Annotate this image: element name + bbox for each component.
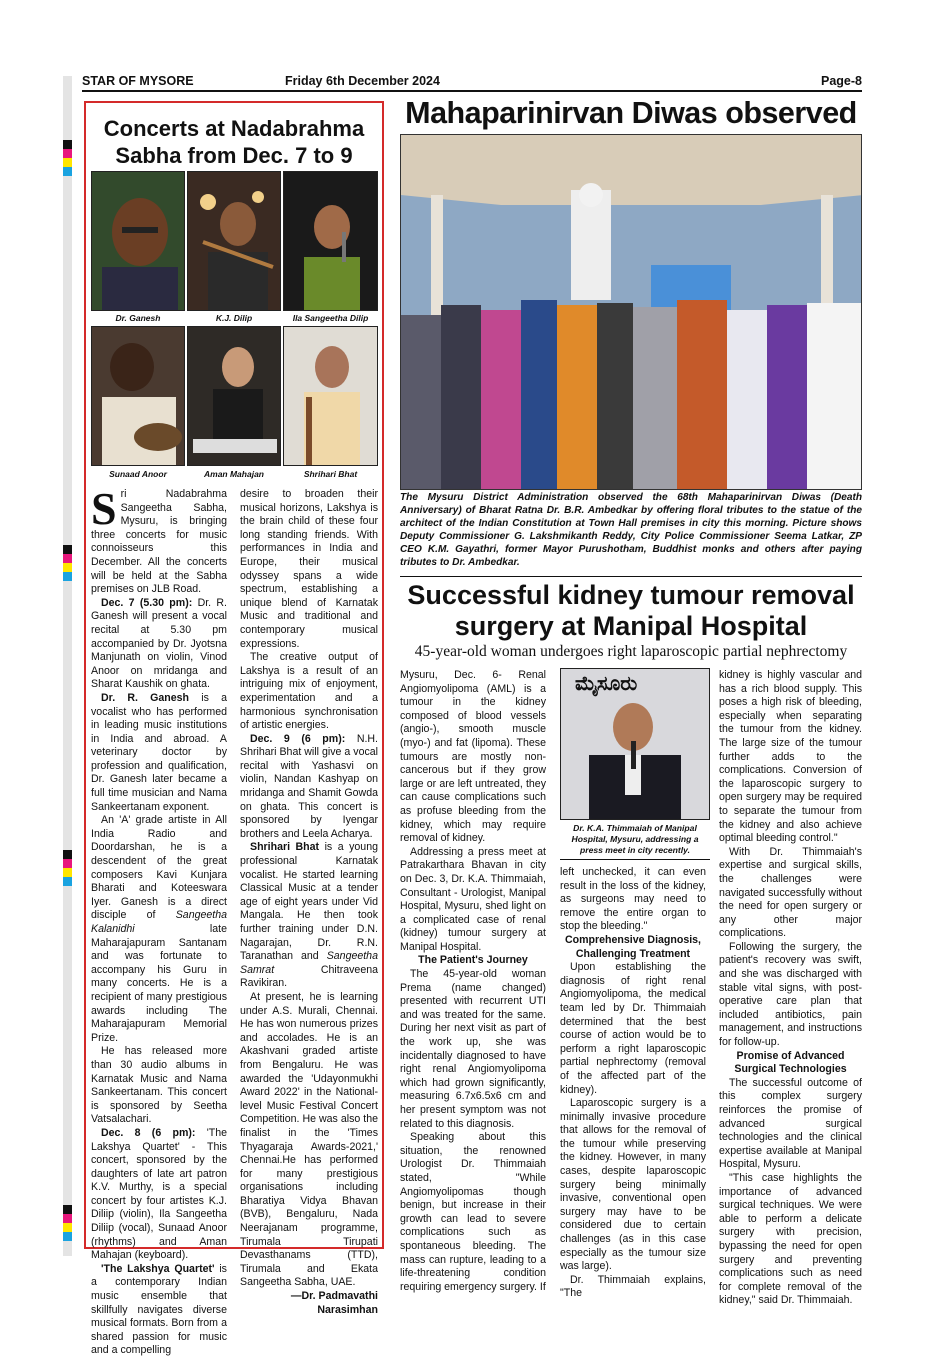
caption-ganesh: Dr. Ganesh [115,313,161,323]
subhead-journey: The Patient's Journey [418,954,528,967]
caption-ila-sangeetha: Ila Sangeetha Dilip [292,313,369,323]
thimmaiah-photo [560,668,710,820]
color-bar [63,545,72,581]
ambedkar-caption: The Mysuru District Administration observed the 68th Mahaparinirvan Diwas (Death Anniversary) of Bharat Ratna Dr. B.R. Ambedkar by offering floral tributes to the statue of the architect of the Indian Constitution at Town Hall premises in city this morning. Picture shows Deputy Commissioner G. Lakshmikanth Reddy, City Police Commissioner Seema Latkar, ZP CEO K.M. Gayathri, former Mayor Purushotham, Buddhist monks and others after paying tributes to Dr. Ambedkar. [400,492,862,568]
photo-banner: ಮೈಸೂರು [575,671,638,695]
margin-strip [63,76,72,1256]
issue-date: Friday 6th December 2024 [285,74,440,88]
caption-kj-dilip: K.J. Dilip [215,313,253,323]
concerts-column-1: Sri Nadabrahma Sangeetha Sabha, Mysuru, is bringing three concerts for music connoisseurs this December. All the concerts will be held at the Sabha premises on JLB Road. Dec. 7 (5.30 pm): Dr. R. Ganesh will present a vocal recital at 5.30 pm accompanied by Dr. Jyotsna Manjunath on violin, Vinod Anoor on mridanga and Sharat Kaushik on ghata. Dr. R. Ganesh is a vocalist who has performed in leading music institutions in India and abroad. A veterinary doctor by profession and qualification, Dr. Ganesh later became a full time musician and Nama Sankeertanam exponent. An 'A' grade artiste in All India Radio and Doordarshan, he is a descendent of the great composers Kavi Kunjara Bharati and Koteeswara Iyer. Ganesh is a direct disciple of Sangeetha Kalanidhi late Maharajapuram Santanam and was fortunate to accompany his Guru in many concerts. He is a recipient of many prestigious awards including The Maharajapuram Memorial Prize. He has released more than 30 audio albums in Karnatak Music and Nama Sankeertanam. This concert is sponsored by Seetha Vatsalachari. Dec. 8 (6 pm): 'The Lakshya Quartet' - This concert, sponsored by the daughters of late art patron K.V. Murthy, is a special concert by four artistes K.J. Diliip (violin), Ila Sangeetha Diliip (vocal), Sunaad Anoor (rhythms) and Aman Mahajan (keyboard). 'The Lakshya Quartet' is a contemporary Indian music ensemble that skillfully navigates diverse musical formats. Born from a shared passion for music and a compelling [91,483,227,1357]
photo-kj-dilip [187,171,281,311]
paper-name: STAR OF MYSORE [82,74,194,88]
caption-aman-mahajan: Aman Mahajan [204,469,264,479]
kidney-column-3: kidney is highly vascular and has a rich blood supply. This poses a high risk of bleeding, especially when separating the tumour from the kidney. The large size of the tumour further adds to the complications. Conversion of the laparoscopic surgery to open surgery may be required to separate the tumour from the kidney and also achieve optimal bleeding control." With Dr. Thimmaiah's expertise and surgical skills, the challenges were navigated successfully without the need for open surgery or any other major complications. Following the surgery, the patient's recovery was swift, and she was discharged with stable vital signs, with post-operative care plan that included antibiotics, pain management, and instructions for follow-up. Promise of Advanced Surgical Technologies The successful outcome of this complex surgery reinforces the promise of advanced surgical technologies and the clinical expertise available at Manipal Hospital, Mysuru. "This case highlights the importance of advanced surgical techniques. We were able to perform a delicate surgery with precision, bypassing the need for open surgery and preventing complications such as need for complete removal of the kidney," said Dr. Thimmaiah. [719,669,862,1307]
caption-sunaad-anoor: Sunaad Anoor [109,469,167,479]
concerts-headline: Concerts at Nadabrahma Sabha from Dec. 7 to 9 [103,116,365,168]
page-header [82,72,862,90]
kidney-column-1: Mysuru, Dec. 6- Renal Angiomyolipoma (AML) is a tumour in the kidney composed of blood vessels (angio-), smooth muscle (myo-) and fat (lipoma). These tumours are mostly non-cancerous but if they grow large or are left untreated, they can cause complications such as profuse bleeding from the kidney, which may require removal of kidney. Addressing a press meet at Patrakarthara Bhavan in city on Dec. 3, Dr. K.A. Thimmaiah, Consultant - Urologist, Manipal Hospital, Mysuru, shed light on a complicated case of renal (kidney) tumour surgery at Manipal Hospital. The Patient's Journey The 45-year-old woman Prema (name changed) presented with recurrent UTI and was treated for the same. During her next visit as part of the work up, she was incidentally diagnosed to have right renal Angiomyolipoma which had grown significantly, measuring 6.7x6.5x6 cm and her present symptom was not related to this diagnosis. Speaking about this situation, the renowned Urologist Dr. Thimmaiah stated, "While Angiomyolipomas though benign, but increase in their growth can lead to severe complications such as spontaneous bleeding. The mass can rupture, leading to a life-threatening condition requiring emergency surgery. If [400,669,546,1293]
subhead-promise: Promise of Advanced Surgical Technologies [734,1049,847,1076]
kidney-deck: 45-year-old woman undergoes right laparoscopic partial nephrectomy [414,643,848,660]
header-rule [82,90,862,92]
photo-sunaad-anoor [91,326,185,466]
color-bar [63,1205,72,1241]
subhead-diagnosis: Comprehensive Diagnosis, Challenging Treatment [565,933,701,960]
caption-rule [560,859,710,860]
drop-cap: S [91,483,117,534]
concerts-column-2: desire to broaden their musical horizons, Lakshya is the brain child of these four long standing friends. With performances in India and Europe, their musical odyssey spans a wide spectrum, establishing a unique blend of Karnatak Music and traditional and contemporary musical expressions. The creative output of Lakshya is a result of an intriguing mix of enjoyment, experimentation and a harmonious synchronisation of artistic energies. Dec. 9 (6 pm): N.H. Shrihari Bhat will give a vocal recital with Yashasvi on violin, Nandan Kashyap on mridanga and Shamit Gowda on ghata. This concert is sponsored by Iyengar brothers and Leela Acharya. Shrihari Bhat is a young professional Karnatak vocalist. He started learning Classical Music at a tender age of eight years under Vid Mangala. He then took further training under D.N. Nagarajan, Dr. R.N. Taranathan and Sangeetha Samrat Chitraveena Ravikiran. At present, he is learning under A.S. Murali, Chennai. He has won numerous prizes and accolades. He is an Akashvani graded artiste from Bengaluru. He was awarded the 'Udayonmukhi Award 2022' in the National-level Music Festival Concert Competition. He was also the finalist in the 'Times Thyagaraja Awards-2021,' Chennai.He has performed for many prestigious organisations including Bharatiya Vidya Bhavan (BVB), Bengaluru, Nada Neerajanam programme, Tirumala Tirupati Devasthanams (TTD), Tirumala and Ekata Sangeetha Sabha, UAE. —Dr. Padmavathi Narasimhan [240,488,378,1316]
section-rule [400,576,862,577]
kidney-column-2: left unchecked, it can even result in the loss of the kidney, as surgeons may need to remove the entire organ to stop the bleeding." Comprehensive Diagnosis, Challenging Treatment Upon establishing the diagnosis of right renal Angiomyolipoma, the medical team led by Dr. Thimmaiah determined that the best course of action would be to perform a right laparoscopic partial nephrectomy (removal of the affected part of the kidney). Laparoscopic surgery is a minimally invasive procedure that allows for the removal of the tumour while preserving the kidney. However, in many cases, despite laparoscopic surgery being minimally invasive, conventional open surgery may have to be considered due to certain challenges (as in this case especially as the tumour size was large). Dr. Thimmaiah explains, "The [560,866,706,1300]
ambedkar-photo [400,134,862,490]
caption-shrihari-bhat: Shrihari Bhat [303,469,358,479]
thimmaiah-caption: Dr. K.A. Thimmaiah of Manipal Hospital, Mysuru, addressing a press meet in city recently. [571,823,699,855]
photo-ganesh [91,171,185,311]
ambedkar-headline: Mahaparinirvan Diwas observed [405,96,857,130]
color-bar [63,850,72,886]
photo-aman-mahajan [187,326,281,466]
byline: —Dr. Padmavathi Narasimhan [290,1290,378,1316]
photo-ila-sangeetha [283,171,378,311]
page-number: Page-8 [821,74,862,88]
photo-shrihari-bhat [283,326,378,466]
color-bar [63,140,72,176]
kidney-headline: Successful kidney tumour removal surgery at Manipal Hospital [407,580,855,641]
